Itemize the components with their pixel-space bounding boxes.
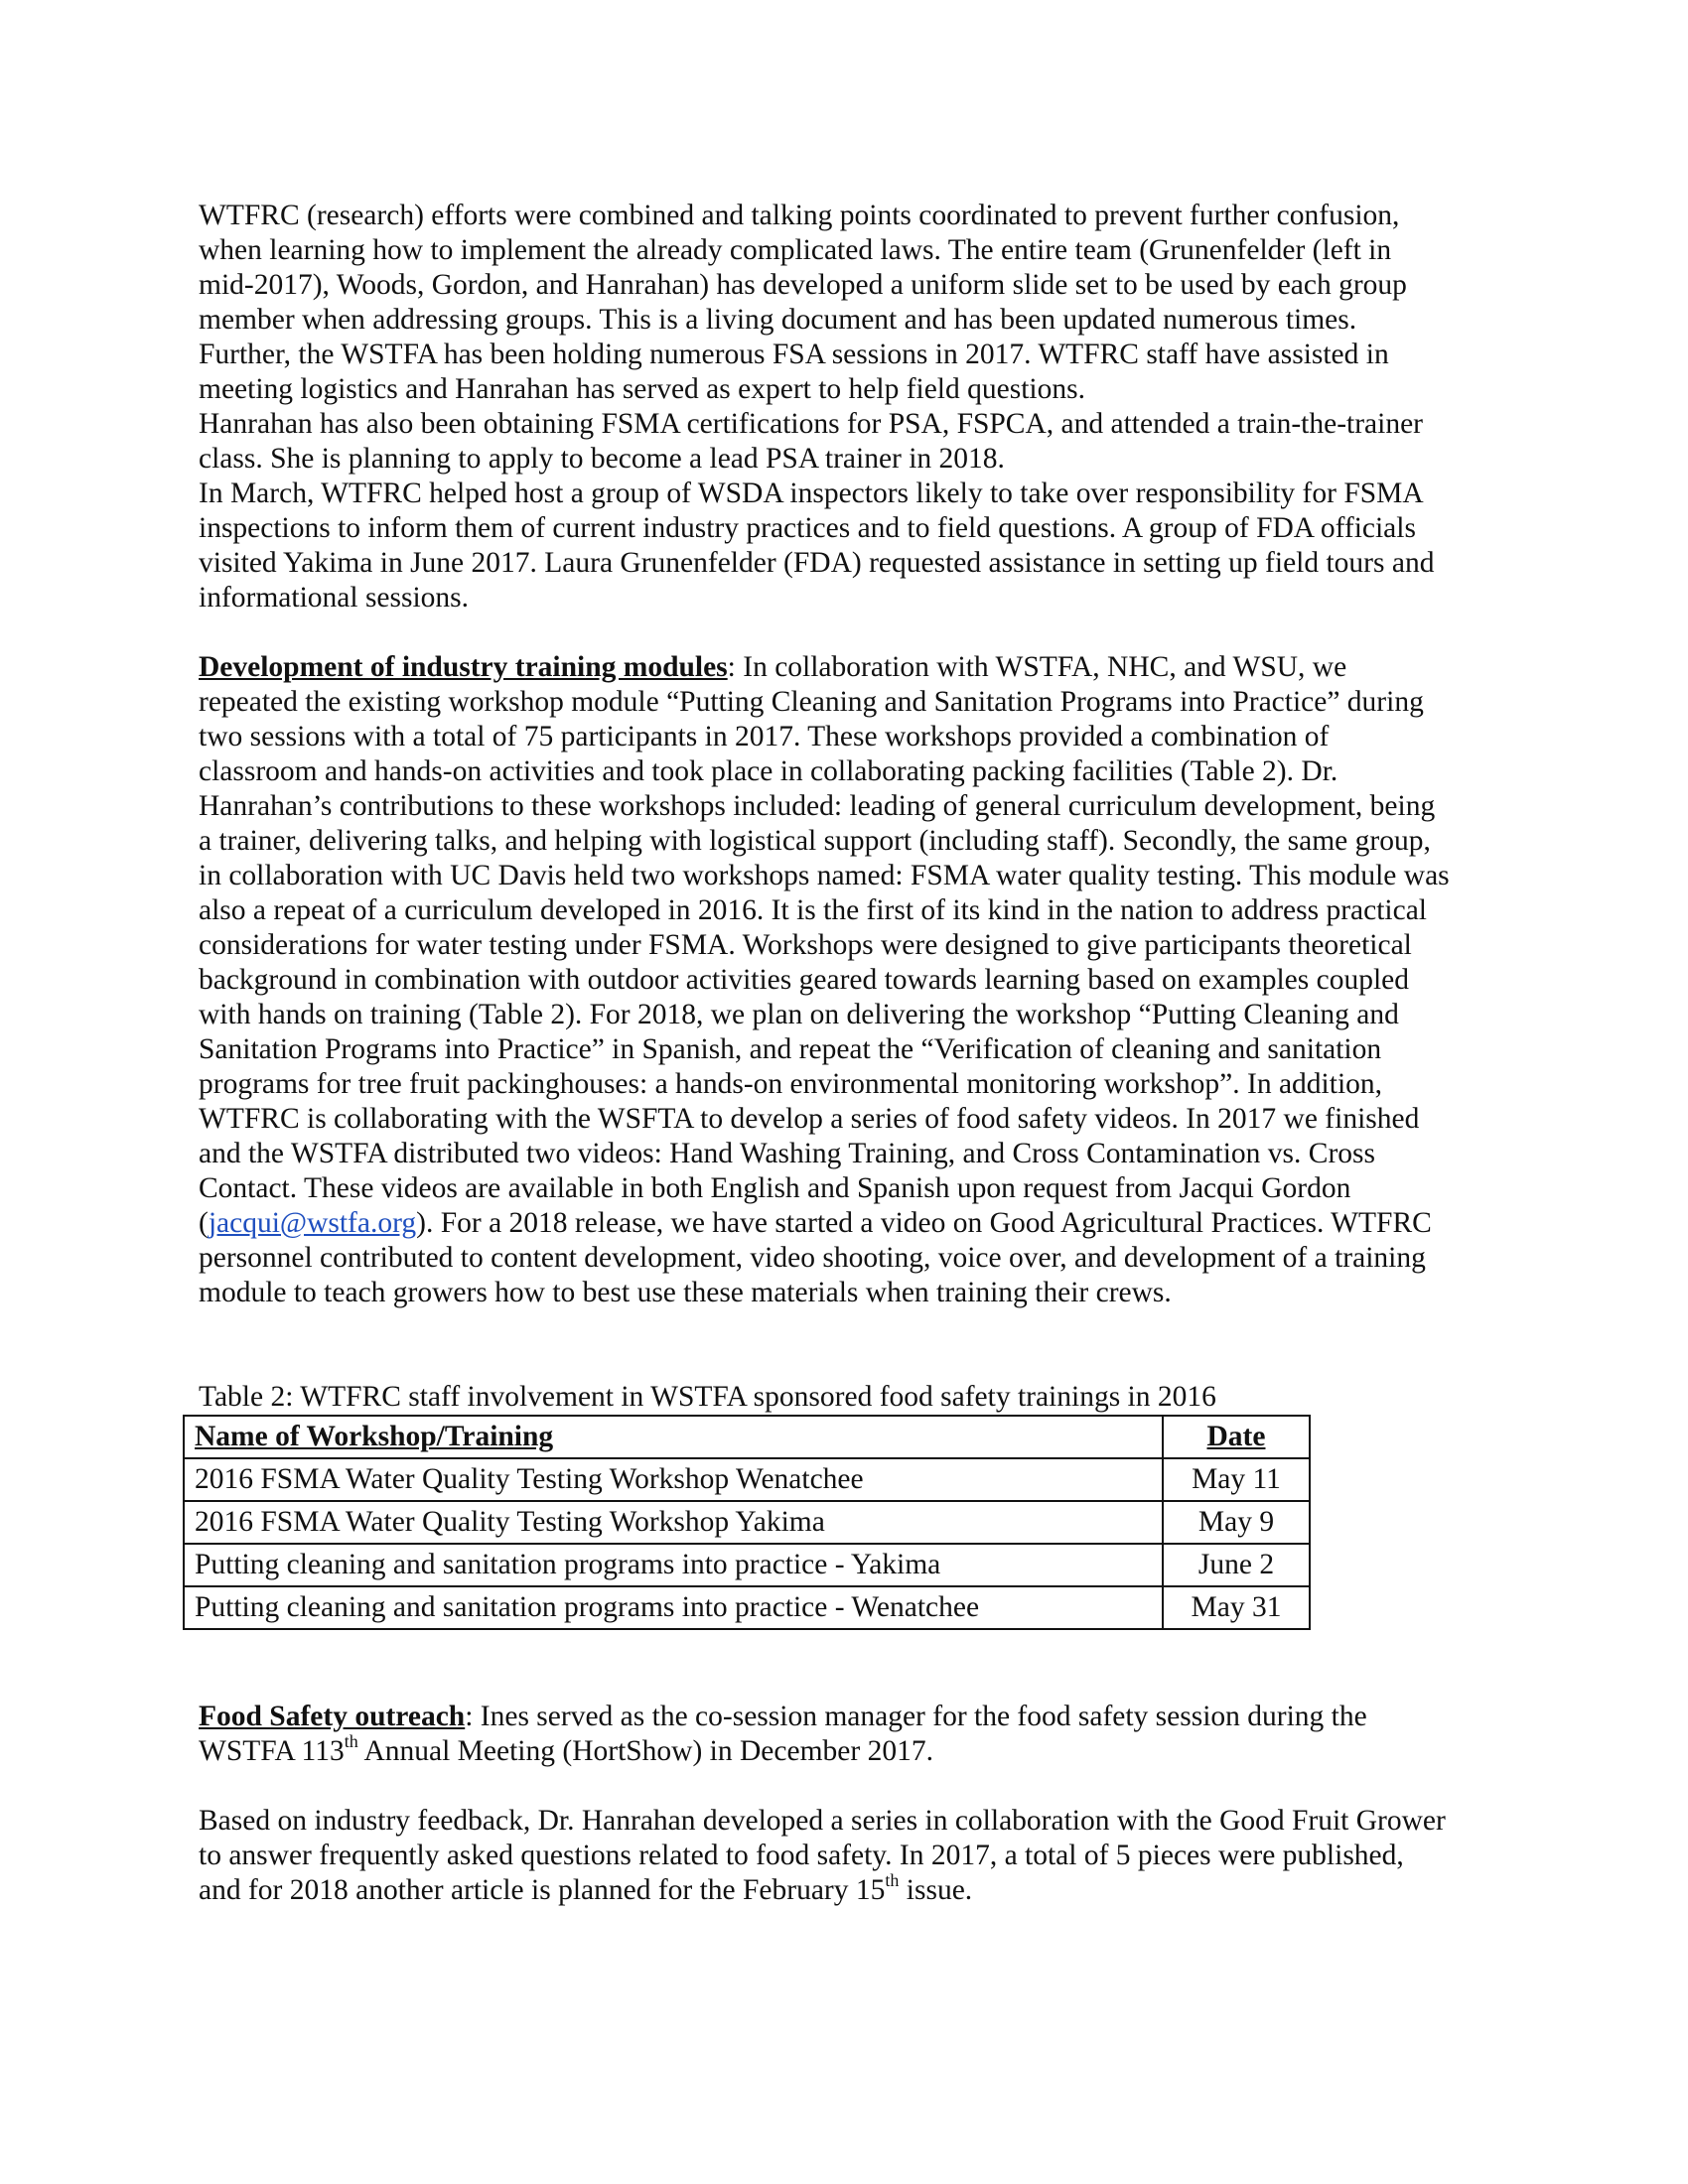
closing-paragraph [199,1804,1450,1908]
table-cell-date: June 2 [1163,1544,1310,1586]
table-header-name: Name of Workshop/Training [184,1416,1163,1458]
closing-body-start: Based on industry feedback, Dr. Hanrahan developed a series in collaboration with the Good Fruit Grower to answer frequently asked questions related to food safety. In 2017, a total of 5 pieces were published, and for 2018 another article is planned for the February 15 [199,1805,1446,1906]
outreach-body-end: Annual Meeting (HortShow) in December 2017. [357,1735,933,1767]
spacer [199,1630,1450,1665]
table-cell-name: Putting cleaning and sanitation programs into practice - Yakima [184,1544,1163,1586]
outreach-body-start: : Ines served as the co-session manager for the food safety session during the WSTFA 113 [199,1701,1367,1767]
spacer [199,1310,1450,1345]
table-cell-date: May 9 [1163,1501,1310,1544]
intro-paragraph-2: Hanrahan has also been obtaining FSMA certifications for PSA, FSPCA, and attended a train-the-trainer class. She is planning to apply to become a lead PSA trainer in 2018. [199,408,1423,475]
table-row [184,1458,1310,1501]
intro-paragraph-3: In March, WTFRC helped host a group of WSDA inspectors likely to take over responsibility for FSMA inspections to inform them of current industry practices and to field questions. A group of FDA officials visited Yakima in June 2017. Laura Grunenfelder (FDA) requested assistance in setting up field tours and informational sessions. [199,478,1435,614]
table-cell-date: May 31 [1163,1586,1310,1629]
training-heading: Development of industry training modules [199,651,728,683]
spacer [199,615,1450,650]
table-cell-name: 2016 FSMA Water Quality Testing Workshop Yakima [184,1501,1163,1544]
spacer [199,1769,1450,1804]
email-link[interactable]: jacqui@wstfa.org [208,1207,417,1239]
ordinal-suffix: th [885,1870,900,1891]
outreach-paragraph [199,1700,1450,1769]
outreach-heading: Food Safety outreach [199,1701,466,1732]
document-page [195,199,1450,1908]
closing-body-end: issue. [899,1874,973,1906]
table-cell-date: May 11 [1163,1458,1310,1501]
workshop-table [183,1415,1311,1630]
table-row [184,1544,1310,1586]
table-cell-name: 2016 FSMA Water Quality Testing Workshop Wenatchee [184,1458,1163,1501]
training-paragraph [199,650,1450,1310]
table-row [184,1501,1310,1544]
table-row [184,1586,1310,1629]
table-header-row [184,1416,1310,1458]
table-header-date: Date [1163,1416,1310,1458]
training-body-start: : In collaboration with WSTFA, NHC, and WSU, we repeated the existing workshop module “Putting Cleaning and Sanitation Programs into Practice” during two sessions with a total of 75 participants in 2017. These workshops provided a combination of classroom and hands-on activities and took place in collaborating packing facilities (Table 2). Dr. Hanrahan’s contributions to these workshops included: leading of general curriculum development, being a trainer, delivering talks, and helping with logistical support (including staff). Secondly, the same group, in collaboration with UC Davis held two workshops named: FSMA water quality testing. This module was also a repeat of a curriculum developed in 2016. It is the first of its kind in the nation to address practical considerations for water testing under FSMA. Workshops were designed to give participants theoretical background in combination with outdoor activities geared towards learning based on examples coupled with hands on training (Table 2). For 2018, we plan on delivering the workshop “Putting Cleaning and Sanitation Programs into Practice” in Spanish, and repeat the “Verification of cleaning and sanitation programs for tree fruit packinghouses: a hands-on environmental monitoring workshop”. In addition, WTFRC is collaborating with the WSFTA to develop a series of food safety videos. In 2017 we finished and the WSTFA distributed two videos: Hand Washing Training, and Cross Contamination vs. Cross Contact. These videos are available in both English and Spanish upon request from Jacqui Gordon ( [199,651,1450,1239]
spacer [199,1345,1450,1380]
table-caption: Table 2: WTFRC staff involvement in WSTFA sponsored food safety trainings in 2016 [199,1381,1216,1413]
intro-paragraph-1: WTFRC (research) efforts were combined and talking points coordinated to prevent further confusion, when learning how to implement the already complicated laws. The entire team (Grunenfelder (left in mid-2017), Woods, Gordon, and Hanrahan) has developed a uniform slide set to be used by each group member when addressing groups. This is a living document and has been updated numerous times. Further, the WSTFA has been holding numerous FSA sessions in 2017. WTFRC staff have assisted in meeting logistics and Hanrahan has served as expert to help field questions. [199,200,1407,405]
training-body-end: ). For a 2018 release, we have started a video on Good Agricultural Practices. WTFRC personnel contributed to content development, video shooting, voice over, and development of a training module to teach growers how to best use these materials when training their crews. [199,1207,1432,1308]
table-cell-name: Putting cleaning and sanitation programs into practice - Wenatchee [184,1586,1163,1629]
spacer [199,1665,1450,1700]
ordinal-suffix: th [344,1731,358,1752]
